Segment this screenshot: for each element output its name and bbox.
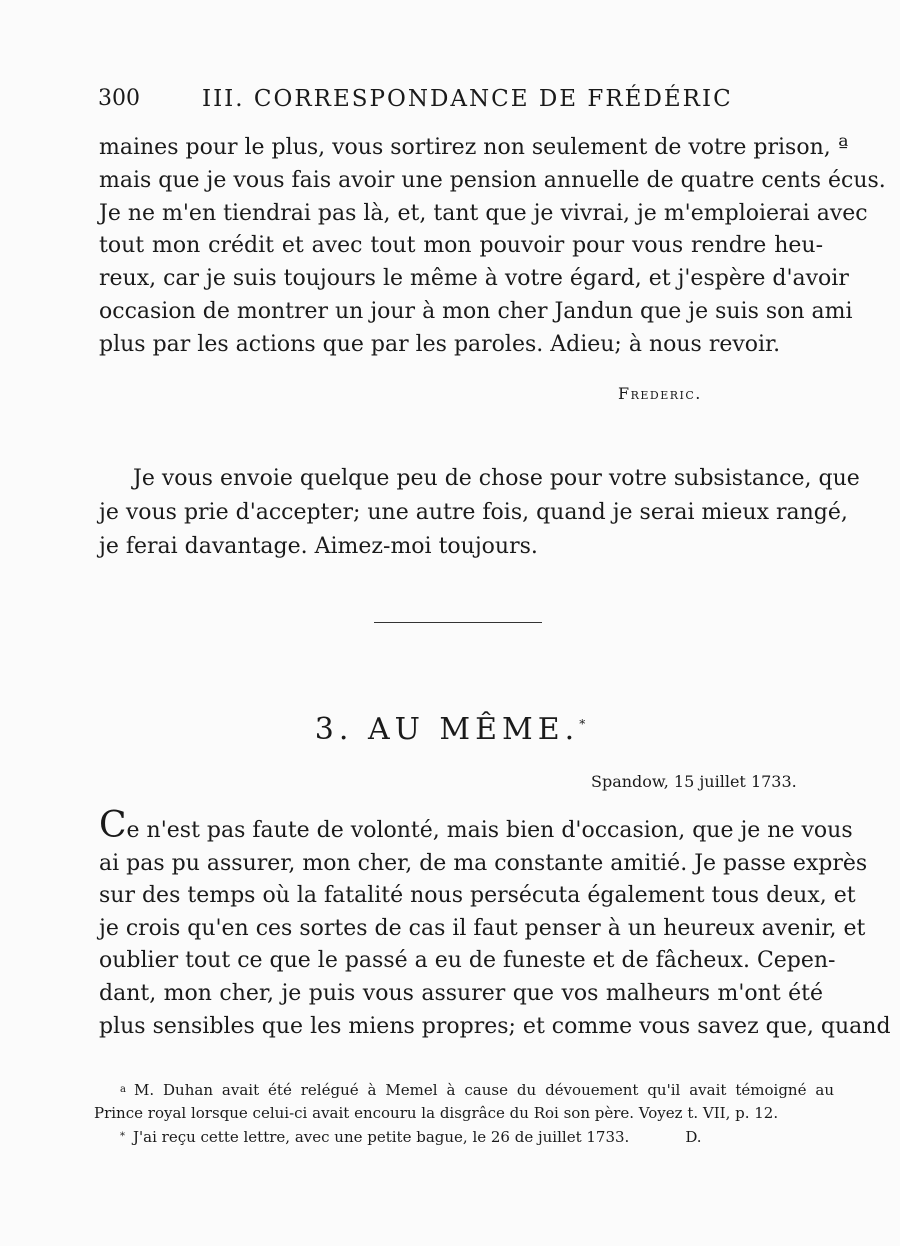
page-header — [98, 86, 838, 120]
footnote-signature: D. — [685, 1128, 702, 1146]
footnote-text: J'ai reçu cette lettre, avec une petite bague, le 26 de juillet 1733. — [133, 1128, 630, 1146]
drop-cap: C — [99, 805, 127, 846]
footnote-a-continued: Prince royal lorsque celui-ci avait encouru la disgrâce du Roi son père. Voyez t. VII, p. 12. — [94, 1104, 779, 1122]
text-line: occasion de montrer un jour à mon cher Jandun que je suis son ami — [99, 298, 853, 324]
running-title: III. CORRESPONDANCE DE FRÉDÉRIC — [202, 86, 733, 112]
text-line: dant, mon cher, je puis vous assurer que vos malheurs m'ont été — [99, 980, 823, 1006]
text-line: sur des temps où la fatalité nous persécuta également tous deux, et — [99, 883, 856, 909]
text-line: Je vous envoie quelque peu de chose pour votre subsistance, que — [133, 466, 860, 491]
text-line: plus par les actions que par les paroles. Adieu; à nous revoir. — [99, 331, 781, 357]
heading-footnote-mark: * — [579, 717, 586, 731]
postscript — [99, 462, 860, 564]
footnote-mark: a — [120, 1084, 126, 1095]
text-line: reux, car je suis toujours le même à votre égard, et j'espère d'avoir — [99, 266, 849, 292]
page-number: 300 — [98, 86, 140, 111]
text-line: je vous prie d'accepter; une autre fois, quand je serai mieux rangé, — [99, 500, 848, 525]
text-line: ai pas pu assurer, mon cher, de ma constante amitié. Je passe exprès — [99, 850, 868, 876]
heading-text: 3. AU MÊME. — [314, 712, 580, 747]
footnote-mark: * — [120, 1131, 125, 1142]
text-line: maines pour le plus, vous sortirez non seulement de votre prison, ª — [99, 135, 849, 160]
letter-2-body — [99, 132, 886, 362]
footnote-a — [94, 1078, 834, 1102]
footnote-star — [94, 1125, 834, 1149]
letter-3-body — [99, 805, 891, 1043]
text-line: je ferai davantage. Aimez-moi toujours. — [99, 534, 538, 559]
text-line: plus sensibles que les miens propres; et comme vous savez que, quand — [99, 1013, 891, 1039]
section-divider — [374, 622, 542, 623]
text-line: Je ne m'en tiendrai pas là, et, tant que je vivrai, je m'emploierai avec — [99, 200, 868, 226]
text-line: mais que je vous fais avoir une pension annuelle de quatre cents écus. — [99, 167, 886, 193]
footnote-text: M. Duhan avait été relégué à Memel à cause du dévouement qu'il avait témoigné au — [133, 1081, 834, 1099]
dateline: Spandow, 15 juillet 1733. — [591, 772, 797, 791]
text-line: oublier tout ce que le passé a eu de funeste et de fâcheux. Cepen- — [99, 948, 836, 974]
text-line: je crois qu'en ces sortes de cas il faut penser à un heureux avenir, et — [99, 915, 866, 941]
letter-heading — [0, 712, 900, 747]
text-line — [99, 805, 853, 848]
text-line-rest: e n'est pas faute de volonté, mais bien d'occasion, que je ne vous — [126, 818, 853, 843]
text-line: tout mon crédit et avec tout mon pouvoir pour vous rendre heu- — [99, 233, 823, 259]
footnotes — [94, 1078, 834, 1149]
signature: Frederic. — [618, 384, 702, 403]
